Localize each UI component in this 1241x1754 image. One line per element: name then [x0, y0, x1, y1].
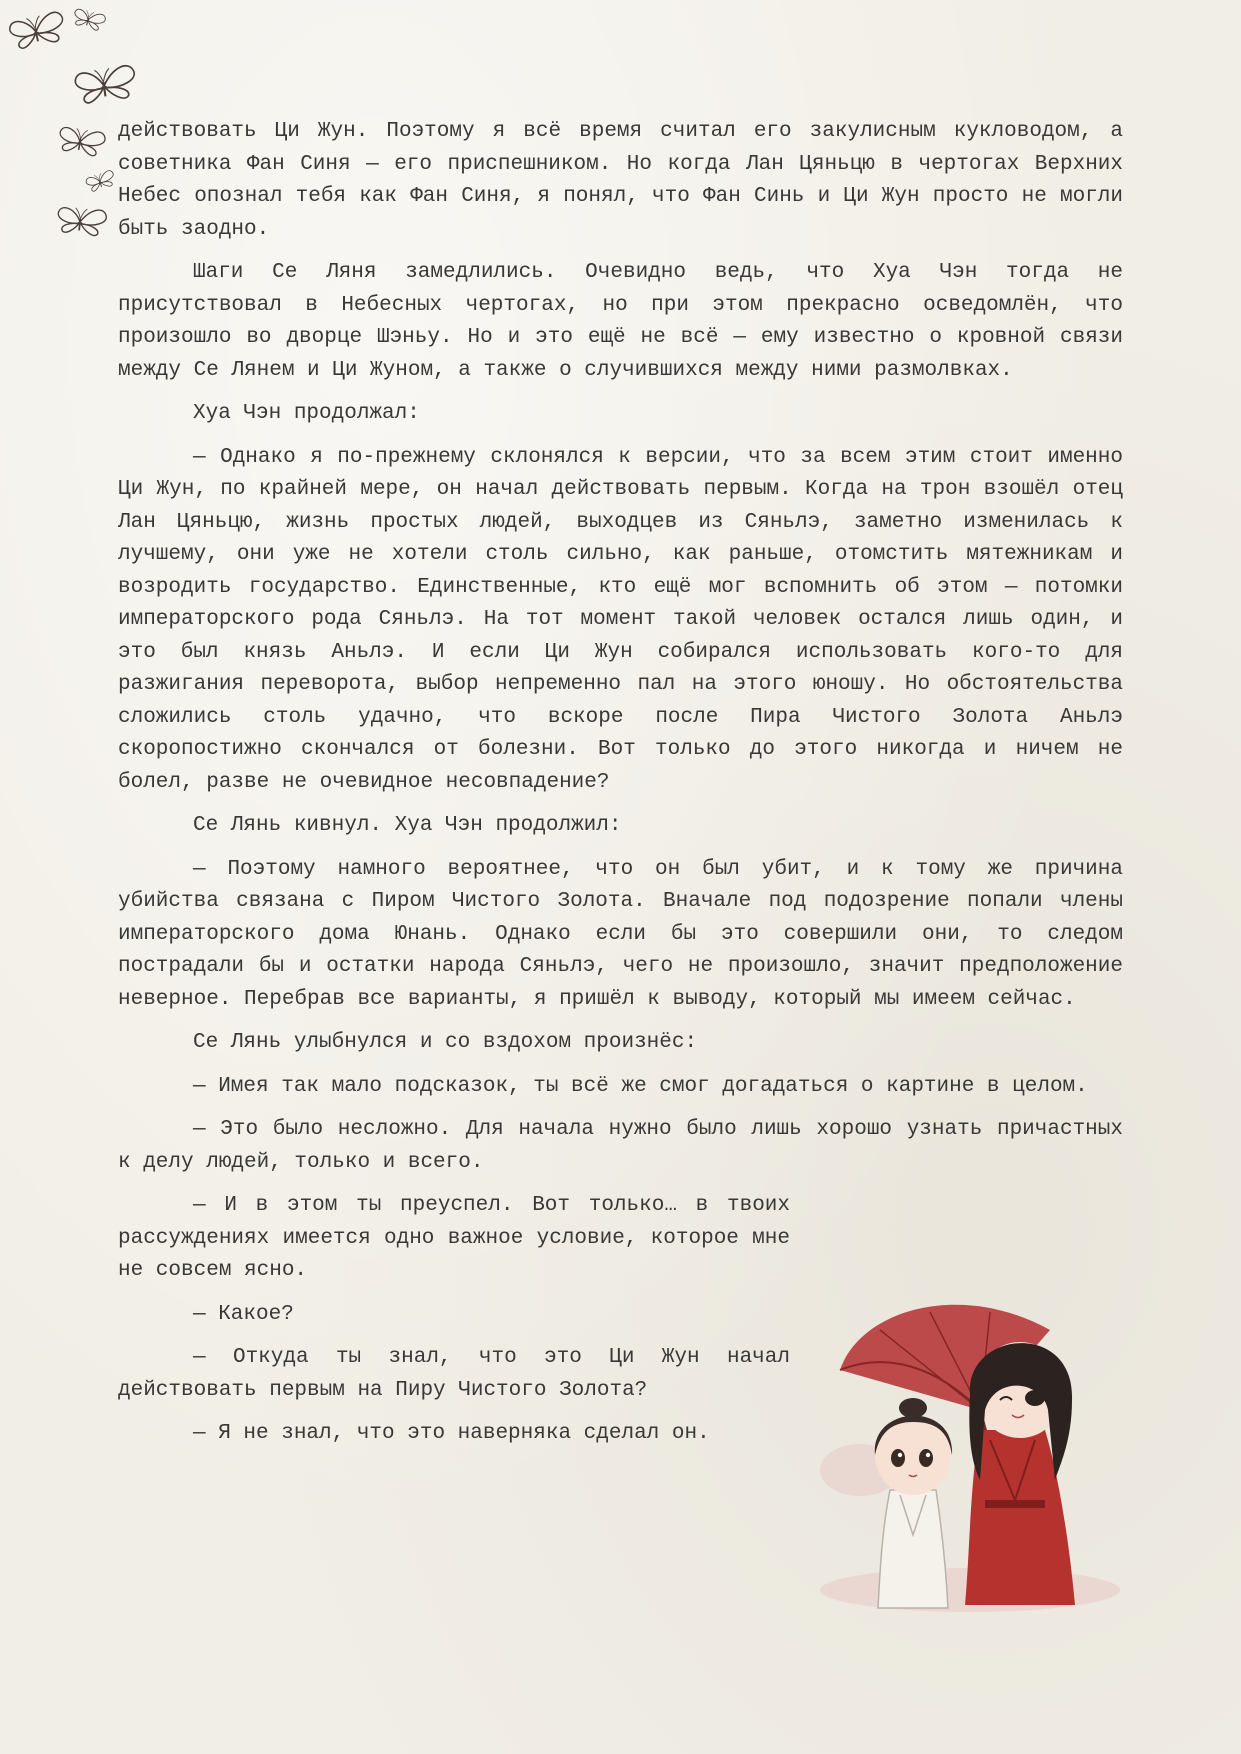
paragraph: — И в этом ты преуспел. Вот только… в твоих рассуждениях имеется одно важное условие, которое мне не совсем ясно.	[118, 1194, 790, 1282]
paragraph: — Поэтому намного вероятнее, что он был убит, и к тому же причина убийства связана с Пиром Чистого Золота. Вначале под подозрение попали члены императорского дома Юнань. Однако если бы это совершили они, то следом пострадали бы и остатки народа Сяньлэ, чего не произошло, значит предположение неверное. Перебрав все варианты, я пришёл к выводу, который мы имеем сейчас.	[118, 857, 1123, 1011]
paragraph: — Однако я по-прежнему склонялся к версии, что за всем этим стоит именно Ци Жун, по крайней мере, он начал действовать первым. Когда на трон взошёл отец Лан Цяньцю, жизнь простых людей, выходцев из Сяньлэ, заметно изменилась к лучшему, они уже не хотели столь сильно, как раньше, отомстить мятежникам и возродить государство. Единственные, кто ещё мог вспомнить об этом — потомки императорского рода Сяньлэ. На тот момент такой человек остался лишь один, и это был князь Аньлэ. И если Ци Жун собирался использовать кого-то для разжигания переворота, выбор непременно пал на этого юношу. Но обстоятельства сложились столь удачно, что вскоре после Пира Чистого Золота Аньлэ скоропостижно скончался от болезни. Вот только до этого никогда и ничем не болел, разве не очевидное несовпадение?	[118, 445, 1123, 794]
paragraph: — Откуда ты знал, что это Ци Жун начал действовать первым на Пиру Чистого Золота?	[118, 1346, 790, 1402]
paragraph: — Имея так мало подсказок, ты всё же смог догадаться о картине в целом.	[193, 1074, 1088, 1098]
paragraph: Се Лянь кивнул. Хуа Чэн продолжил:	[193, 814, 622, 837]
paragraph: Хуа Чэн продолжал:	[193, 402, 420, 425]
chibi-characters-illustration	[820, 1290, 1130, 1620]
paragraph: — Я не знал, что это наверняка сделал он.	[193, 1422, 710, 1445]
paragraph: действовать Ци Жун. Поэтому я всё время считал его закулисным кукловодом, а советника Фан Синя — его приспешником. Но когда Лан Цяньцю в чертогах Верхних Небес опознал тебя как Фан Синя, я понял, что Фан Синь и Ци Жун просто не могли быть заодно.	[118, 120, 1123, 241]
paragraph: Се Лянь улыбнулся и со вздохом произнёс:	[193, 1031, 698, 1054]
body-text	[118, 116, 1123, 1462]
paragraph: — Какое?	[193, 1302, 294, 1326]
paragraph: Шаги Се Ляня замедлились. Очевидно ведь, что Хуа Чэн тогда не присутствовал в Небесных чертогах, но при этом прекрасно осведомлён, что произошло во дворце Шэньу. Но и это ещё не всё — ему известно о кровной связи между Се Лянем и Ци Жуном, а также о случившихся между ними размолвках.	[118, 261, 1123, 382]
paragraph: — Это было несложно. Для начала нужно было лишь хорошо узнать причастных к делу людей, только и всего.	[118, 1118, 1123, 1174]
